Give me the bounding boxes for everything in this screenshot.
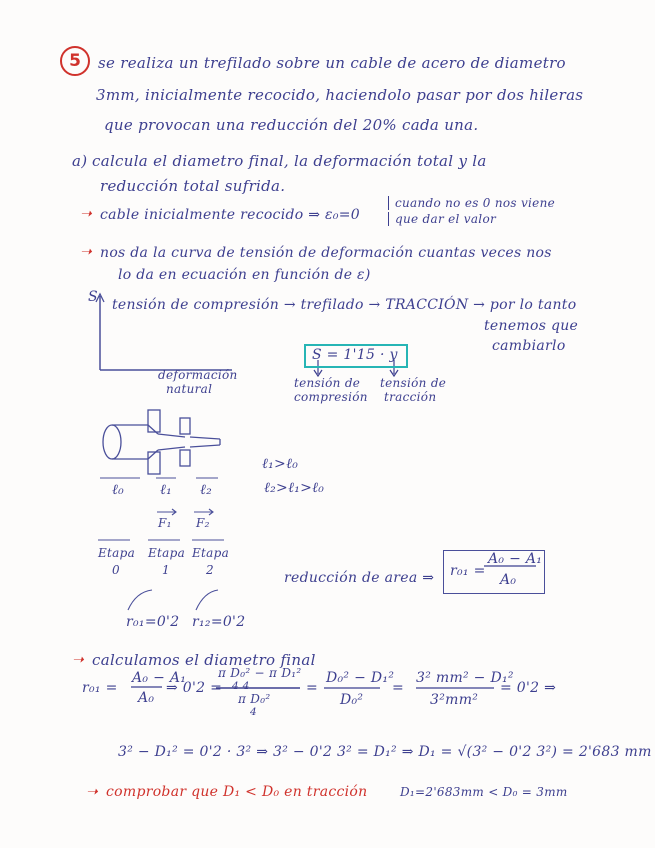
step1-eq2: = <box>306 680 319 696</box>
arrow-icon: ➝ <box>80 244 93 260</box>
label-l1: ℓ₁ <box>160 482 173 498</box>
step1-den: A₀ <box>138 690 155 706</box>
stage-2-word: Etapa <box>192 546 230 560</box>
step1-big-den: π D₀² <box>238 692 271 706</box>
graph-x-label-2: natural <box>166 382 213 396</box>
graph-flow-text-3: cambiarlo <box>492 338 566 354</box>
question-label: a) <box>72 152 88 170</box>
graph-y-label: S <box>88 289 98 305</box>
eq-label-right-1: tensión de <box>380 376 447 390</box>
equation-text: S = 1'15 · y <box>312 347 398 363</box>
curve-note-line-2: lo da en ecuación en función de ε) <box>118 267 371 283</box>
check-line: comprobar que D₁ < D₀ en tracción <box>106 784 368 800</box>
recocido-aside-1: cuando no es 0 nos viene <box>388 196 555 210</box>
statement-line-2: 3mm, inicialmente recocido, haciendolo pasar por dos hileras <box>96 86 584 104</box>
area-reduction-num: A₀ − A₁ <box>488 551 543 567</box>
eq-label-left-1: tensión de <box>294 376 361 390</box>
step1-eq3: = <box>392 680 405 696</box>
step1-eq: ⇒ 0'2 = <box>166 680 223 696</box>
label-l0: ℓ₀ <box>112 482 125 498</box>
check-result: D₁=2'683mm < D₀ = 3mm <box>400 785 568 799</box>
area-reduction-den: A₀ <box>500 572 517 588</box>
ineq-2: ℓ₂>ℓ₁>ℓ₀ <box>264 480 325 496</box>
step1-tail: = 0'2 ⇒ <box>500 680 557 696</box>
eq-label-right-2: tracción <box>384 390 437 404</box>
step2-line: 3² − D₁² = 0'2 · 3² ⇒ 3² − 0'2 3² = D₁² ⇒ D₁ = √(3² − 0'2 3²) = 2'683 mm <box>118 744 652 760</box>
step1-lhs: r₀₁ = <box>82 680 118 696</box>
ineq-1: ℓ₁>ℓ₀ <box>262 456 299 472</box>
arrow-icon: ➝ <box>86 784 99 800</box>
label-f2: F₂ <box>196 516 210 530</box>
r12-value: r₁₂=0'2 <box>192 614 246 630</box>
step1-frac3-num: 3² mm² − D₁² <box>416 670 514 686</box>
step1-big-num: π D₀² − π D₁² <box>218 666 302 680</box>
label-l2: ℓ₂ <box>200 482 213 498</box>
arrow-icon: ➝ <box>72 652 85 668</box>
graph-x-label-1: deformación <box>158 368 238 382</box>
final-diameter-heading: calculamos el diametro final <box>92 651 316 669</box>
step1-frac2-den: D₀² <box>340 692 364 708</box>
curve-note-line-1: nos da la curva de tensión de deformación cuantas veces nos <box>100 245 552 261</box>
stage-1-word: Etapa <box>148 546 186 560</box>
question-line-2: reducción total sufrida. <box>100 177 286 195</box>
eq-label-left-2: compresión <box>294 390 368 404</box>
step1-big-den-sub: 4 <box>250 706 257 718</box>
stage-1-num: 1 <box>162 563 170 577</box>
recocido-note: cable inicialmente recocido ⇒ ε₀=0 <box>100 207 360 223</box>
step1-frac2-num: D₀² − D₁² <box>326 670 395 686</box>
area-reduction-label: reducción de area ⇒ <box>284 570 435 586</box>
stage-0-num: 0 <box>112 563 120 577</box>
r01-value: r₀₁=0'2 <box>126 614 180 630</box>
area-reduction-lhs: r₀₁ = <box>450 563 486 579</box>
step1-frac3-den: 3²mm² <box>430 692 479 708</box>
statement-line-1: se realiza un trefilado sobre un cable de acero de diametro <box>98 54 566 72</box>
problem-number-badge: 5 <box>60 46 90 76</box>
label-f1: F₁ <box>158 516 172 530</box>
step1-big-num-sub: 4 4 <box>232 680 250 692</box>
arrow-icon: ➝ <box>80 206 93 222</box>
graph-flow-text-2: tenemos que <box>484 318 579 334</box>
graph-flow-text: tensión de compresión → trefilado → TRACCIÓN → por lo tanto <box>112 297 577 313</box>
step1-num: A₀ − A₁ <box>132 670 187 686</box>
recocido-aside-2: que dar el valor <box>388 212 496 226</box>
stage-2-num: 2 <box>206 563 214 577</box>
question-line-1: calcula el diametro final, la deformación total y la <box>92 152 487 170</box>
stage-0-word: Etapa <box>98 546 136 560</box>
statement-line-3: que provocan una reducción del 20% cada una. <box>104 116 479 134</box>
